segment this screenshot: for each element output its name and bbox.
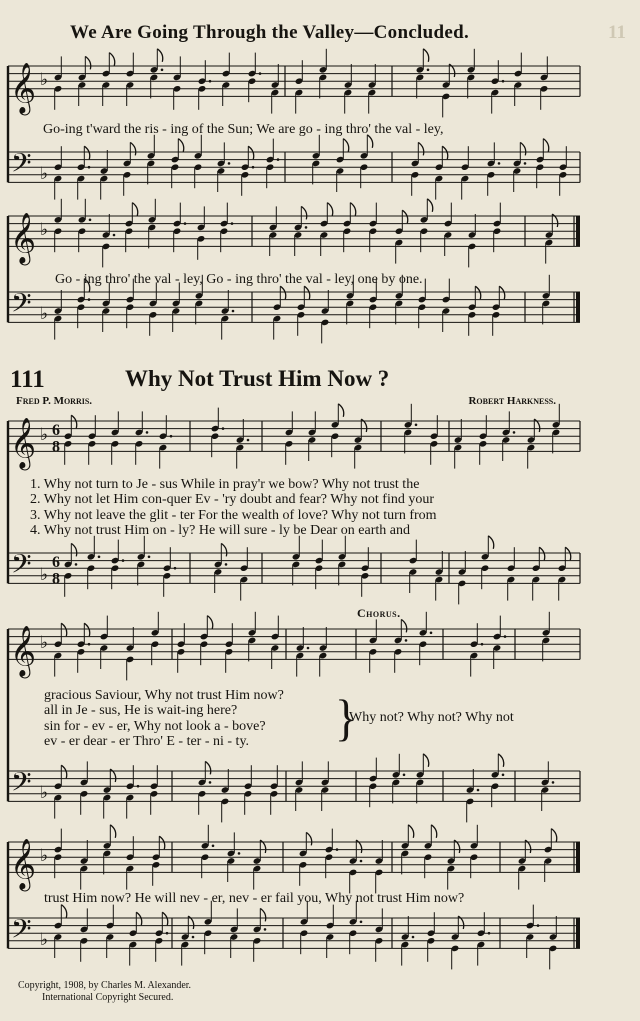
dot bbox=[305, 226, 308, 229]
dot bbox=[98, 556, 101, 559]
note-flag bbox=[280, 286, 285, 299]
note-flag bbox=[109, 53, 114, 66]
dot bbox=[222, 427, 225, 430]
note-flag bbox=[110, 825, 115, 838]
note-flag bbox=[71, 543, 76, 556]
lyricist-credit: Fred P. Morris. bbox=[16, 395, 93, 407]
treble-clef: 𝄞 bbox=[10, 212, 37, 264]
dot bbox=[360, 860, 363, 863]
page-number-partial: 11 bbox=[608, 22, 626, 43]
dot bbox=[307, 647, 310, 650]
dot bbox=[412, 936, 415, 939]
lyric-line: Go - ing thro' the val - ley, Go - ing thro' the val - ley, one by one. bbox=[55, 272, 423, 287]
dot bbox=[89, 219, 92, 222]
copyright-line: International Copyright Secured. bbox=[42, 992, 174, 1003]
note-flag bbox=[136, 912, 141, 925]
note-flag bbox=[408, 825, 413, 838]
flat-key-signature: ♭ bbox=[40, 564, 49, 585]
dot bbox=[170, 435, 173, 438]
note-flag bbox=[343, 139, 348, 152]
note-flag bbox=[221, 543, 226, 556]
dot bbox=[264, 928, 267, 931]
dot bbox=[238, 852, 241, 855]
dot bbox=[88, 166, 91, 169]
dot bbox=[247, 439, 250, 442]
note-flag bbox=[520, 142, 525, 155]
verse-line-4: 4. Why not trust Him on - ly? He will sure - ly be Dear on earth and bbox=[30, 523, 410, 538]
note-flag bbox=[304, 286, 309, 299]
final-lyric-line: trust Him now? He will nev - er, nev - er fail you, Why not trust Him now? bbox=[44, 891, 465, 906]
note-flag bbox=[61, 765, 66, 778]
note-flag bbox=[207, 616, 212, 629]
time-signature-top: 6 bbox=[52, 554, 60, 572]
dot bbox=[405, 639, 408, 642]
note-flag bbox=[61, 623, 66, 636]
dot bbox=[209, 781, 212, 784]
dot bbox=[488, 932, 491, 935]
verse-ending-1: gracious Saviour, Why not trust Him now? bbox=[44, 688, 284, 703]
note-flag bbox=[205, 761, 210, 774]
note-flag bbox=[423, 754, 428, 767]
dot bbox=[161, 69, 164, 72]
time-signature-bottom: 8 bbox=[52, 438, 60, 456]
note-flag bbox=[157, 49, 162, 62]
note-flag bbox=[427, 199, 432, 212]
note-flag bbox=[350, 203, 355, 216]
dot bbox=[415, 424, 418, 427]
note-flag bbox=[85, 56, 90, 69]
bass-clef: 𝄢 bbox=[11, 547, 32, 586]
continued-hymn-title: We Are Going Through the Valley—Concluded. bbox=[70, 22, 470, 43]
note-flag bbox=[498, 754, 503, 767]
hymn-number: 111 bbox=[10, 366, 45, 393]
dot bbox=[481, 643, 484, 646]
lyric-line: Go-ing t'ward the ris - ing of the Sun; We are go - ing thro' the val - ley, bbox=[43, 122, 444, 137]
dot bbox=[212, 845, 215, 848]
dot bbox=[277, 158, 280, 161]
dot bbox=[113, 234, 116, 237]
dot bbox=[232, 310, 235, 313]
time-signature-top: 6 bbox=[52, 422, 60, 440]
note-flag bbox=[565, 547, 570, 560]
note-flag bbox=[551, 829, 556, 842]
bass-clef: 𝄢 bbox=[11, 146, 32, 185]
dot bbox=[360, 921, 363, 924]
note-flag bbox=[162, 912, 167, 925]
dot bbox=[477, 789, 480, 792]
dot bbox=[75, 563, 78, 566]
time-signature-bottom: 8 bbox=[52, 570, 60, 588]
verse-ending-2: all in Je - sus, He is wait-ing here? bbox=[44, 703, 238, 718]
dot bbox=[430, 632, 433, 635]
flat-key-signature: ♭ bbox=[40, 929, 49, 950]
treble-clef: 𝄞 bbox=[10, 838, 37, 890]
note-flag bbox=[327, 203, 332, 216]
dot bbox=[231, 222, 234, 225]
hymn-title: Why Not Trust Him Now ? bbox=[125, 366, 390, 391]
verse-line-2: 2. Why not let Him con-quer Ev - 'ry doubt and fear? Why not find your bbox=[30, 492, 435, 507]
dot bbox=[498, 162, 501, 165]
dot bbox=[166, 932, 169, 935]
bass-clef: 𝄢 bbox=[11, 912, 32, 951]
dot bbox=[504, 635, 507, 638]
dot bbox=[225, 563, 228, 566]
dot bbox=[192, 936, 195, 939]
flat-key-signature: ♭ bbox=[40, 633, 49, 654]
note-flag bbox=[442, 146, 447, 159]
dot bbox=[209, 80, 212, 83]
dot bbox=[122, 559, 125, 562]
note-flag bbox=[132, 203, 137, 216]
verse-ending-4: ev - er dear - er Thro' E - ter - ni - ty. bbox=[44, 734, 250, 749]
treble-clef: 𝄞 bbox=[10, 417, 37, 469]
note-flag bbox=[159, 836, 164, 849]
note-flag bbox=[543, 139, 548, 152]
note-flag bbox=[84, 623, 89, 636]
dot bbox=[252, 166, 255, 169]
note-flag bbox=[338, 404, 343, 417]
note-flag bbox=[418, 142, 423, 155]
flat-key-signature: ♭ bbox=[40, 425, 49, 446]
note-flag bbox=[178, 139, 183, 152]
copyright-notice bbox=[18, 980, 191, 1004]
note-flag bbox=[402, 210, 407, 223]
bass-clef: 𝄢 bbox=[11, 765, 32, 804]
note-flag bbox=[488, 536, 493, 549]
bass-clef: 𝄢 bbox=[11, 286, 32, 325]
note-flag bbox=[130, 142, 135, 155]
dot bbox=[524, 162, 527, 165]
dot bbox=[88, 298, 91, 301]
note-flag bbox=[475, 286, 480, 299]
note-flag bbox=[539, 547, 544, 560]
dot bbox=[513, 431, 516, 434]
dot bbox=[88, 643, 91, 646]
note-flag bbox=[71, 415, 76, 428]
dot bbox=[228, 162, 231, 165]
flat-key-signature: ♭ bbox=[40, 220, 49, 241]
flat-key-signature: ♭ bbox=[40, 782, 49, 803]
flat-key-signature: ♭ bbox=[40, 70, 49, 91]
note-flag bbox=[260, 908, 265, 921]
note-flag bbox=[423, 49, 428, 62]
note-flag bbox=[431, 825, 436, 838]
flat-key-signature: ♭ bbox=[40, 303, 49, 324]
note-flag bbox=[499, 286, 504, 299]
dot bbox=[427, 69, 430, 72]
chorus-label: Chorus. bbox=[357, 606, 401, 620]
dot bbox=[552, 781, 555, 784]
flat-key-signature: ♭ bbox=[40, 846, 49, 867]
verse-line-1: 1. Why not turn to Je - sus While in pray'r we bow? Why not trust the bbox=[30, 477, 420, 492]
flat-key-signature: ♭ bbox=[40, 163, 49, 184]
dot bbox=[184, 222, 187, 225]
note-flag bbox=[306, 832, 311, 845]
dot bbox=[259, 72, 262, 75]
dot bbox=[137, 785, 140, 788]
note-flag bbox=[401, 619, 406, 632]
dot bbox=[537, 924, 540, 927]
verse-brace: } bbox=[335, 689, 358, 746]
copyright-line: Copyright, 1908, by Charles M. Alexander. bbox=[18, 980, 192, 991]
dot bbox=[502, 774, 505, 777]
note-flag bbox=[84, 146, 89, 159]
dot bbox=[146, 431, 149, 434]
chorus-refrain-words: Why not? Why not? Why not bbox=[349, 710, 514, 725]
note-flag bbox=[248, 146, 253, 159]
verse-ending-3: sin for - ev - er, Why not look a - bove? bbox=[44, 719, 266, 734]
dot bbox=[502, 80, 505, 83]
treble-clef: 𝄞 bbox=[10, 625, 37, 677]
treble-clef: 𝄞 bbox=[10, 62, 37, 114]
dot bbox=[174, 567, 177, 570]
dot bbox=[403, 774, 406, 777]
verse-line-3: 3. Why not leave the glit - ter For the wealth of love? Why not turn from bbox=[30, 508, 437, 523]
composer-credit: Robert Harkness. bbox=[468, 395, 556, 407]
note-flag bbox=[301, 206, 306, 219]
dot bbox=[148, 556, 151, 559]
dot bbox=[336, 848, 339, 851]
